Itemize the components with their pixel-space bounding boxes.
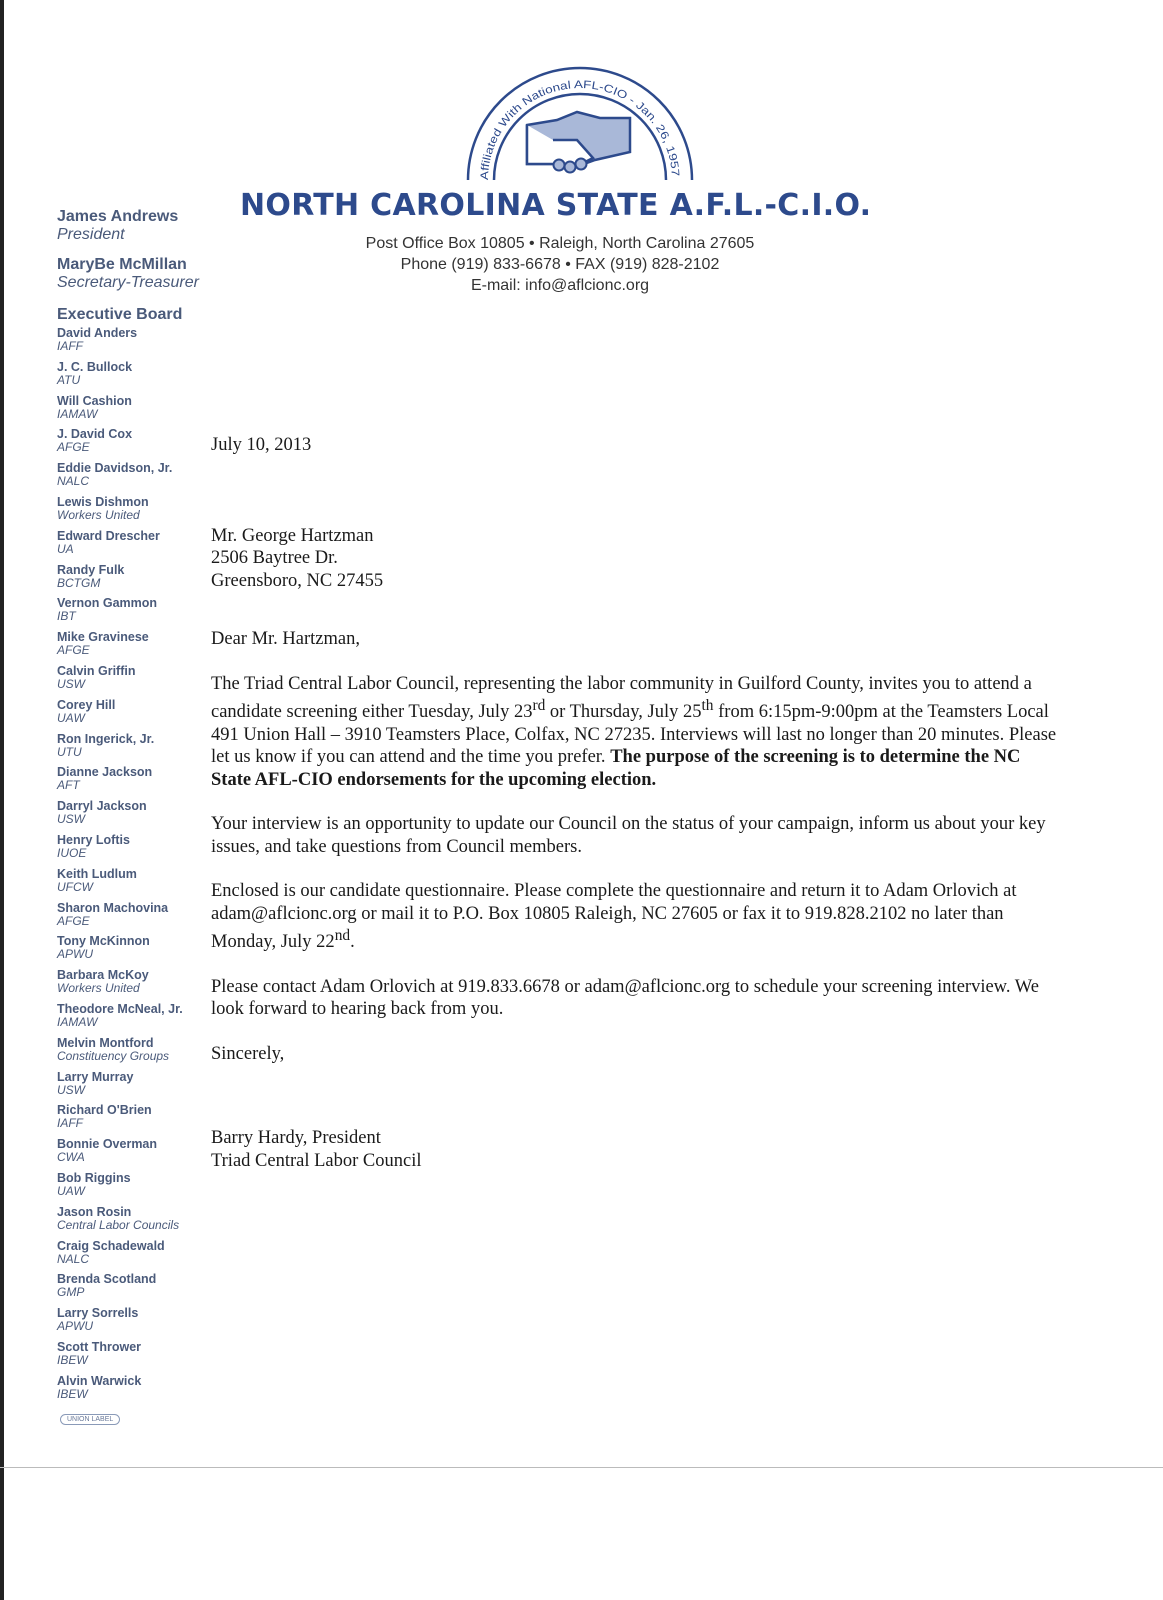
scan-edge (0, 0, 4, 1600)
member-name: David Anders (57, 326, 138, 340)
member-name: Melvin Montford (57, 1035, 154, 1050)
member-union: UFCW (57, 879, 93, 894)
letterhead-sidebar (57, 208, 205, 1426)
board-member (57, 1103, 205, 1137)
board-member (57, 1002, 205, 1036)
member-union: IUOE (57, 845, 87, 860)
member-name: Corey Hill (57, 697, 116, 712)
board-member (57, 698, 205, 732)
member-union: USW (57, 812, 85, 827)
union-label-logo: UNION LABEL (60, 1414, 120, 1425)
member-union: IBT (57, 609, 76, 624)
board-member (57, 732, 205, 766)
member-union: BCTGM (57, 575, 101, 590)
member-union: AFT (57, 778, 80, 793)
member-union: IBEW (57, 1352, 88, 1367)
officer-title: Secretary-Treasurer (57, 274, 199, 291)
board-member (57, 326, 205, 360)
member-union: NALC (57, 474, 90, 489)
member-name: Theodore McNeal, Jr. (57, 1001, 183, 1016)
recipient-line: Greensboro, NC 27455 (211, 570, 384, 591)
signature (211, 1079, 1061, 1127)
board-member (57, 427, 205, 461)
board-member (57, 1272, 205, 1306)
member-union: NALC (57, 1251, 90, 1266)
board-member (57, 833, 205, 867)
member-union: USW (57, 676, 85, 691)
letter-body (211, 434, 1061, 1172)
member-name: Alvin Warwick (57, 1373, 142, 1388)
member-union: AFGE (57, 913, 90, 928)
member-union: Workers United (57, 981, 140, 996)
member-name: Keith Ludlum (57, 866, 137, 881)
paragraph-1: The Triad Central Labor Council, representing the labor community in Guilford County, invites you to attend a candidate screening either Tuesday, July 23rd or Thursday, July 25th from 6:15pm-9:00pm at the Teamsters Local 491 Union Hall – 3910 Teamsters Place, Colfax, NC 27235. Interviews will last no longer than 20 minutes. Please let us know if you can attend and the time you prefer. The purpose of the screening is to determine the NC State AFL-CIO endorsements for the upcoming election. (211, 673, 1057, 790)
member-name: Eddie Davidson, Jr. (57, 461, 173, 476)
officer-title: President (57, 226, 125, 243)
board-member (57, 901, 205, 935)
member-name: J. David Cox (57, 427, 133, 442)
member-name: Henry Loftis (57, 832, 130, 847)
signer-organization: Triad Central Labor Council (211, 1150, 422, 1171)
recipient-line: 2506 Baytree Dr. (211, 548, 338, 568)
board-member (57, 360, 205, 394)
handshake-logo (465, 40, 695, 186)
board-member (57, 529, 205, 563)
member-name: Craig Schadewald (57, 1238, 165, 1253)
member-union: IAMAW (57, 1014, 98, 1029)
member-union: AFGE (57, 440, 90, 455)
phone-fax: Phone (919) 833-6678 • FAX (919) 828-2102 (400, 256, 720, 273)
member-union: CWA (57, 1150, 85, 1165)
board-member (57, 1205, 205, 1239)
email: E-mail: info@aflcionc.org (470, 277, 650, 294)
officer-name: James Andrews (57, 208, 179, 225)
member-union: Constituency Groups (57, 1048, 170, 1063)
paragraph-2: Your interview is an opportunity to update our Council on the status of your campaign, inform us about your key issues, and take questions from Council members. (211, 814, 1046, 857)
member-union: UTU (57, 744, 82, 759)
member-name: Vernon Gammon (57, 596, 158, 611)
board-member (57, 1340, 205, 1374)
board-member (57, 1171, 205, 1205)
member-union: GMP (57, 1285, 85, 1300)
member-name: Sharon Machovina (57, 900, 169, 915)
member-name: Richard O'Brien (57, 1103, 152, 1118)
member-name: Tony McKinnon (57, 934, 150, 949)
board-member (57, 1070, 205, 1104)
board-member (57, 1239, 205, 1273)
member-union: APWU (57, 947, 93, 962)
member-name: Brenda Scotland (57, 1272, 157, 1287)
member-union: UAW (57, 710, 85, 725)
member-union: UA (57, 541, 74, 556)
member-union: Workers United (57, 507, 140, 522)
member-name: Edward Drescher (57, 528, 160, 543)
signer-name: Barry Hardy, President (211, 1128, 381, 1149)
member-name: Bob Riggins (57, 1170, 131, 1185)
board-member (57, 563, 205, 597)
board-member (57, 765, 205, 799)
board-member (57, 934, 205, 968)
board-heading: Executive Board (57, 306, 183, 323)
member-union: Central Labor Councils (57, 1217, 180, 1232)
board-member (57, 968, 205, 1002)
board-member-list (57, 326, 205, 1408)
board-member (57, 495, 205, 529)
member-union: IBEW (57, 1386, 88, 1401)
board-member (57, 630, 205, 664)
member-name: J. C. Bullock (57, 359, 133, 374)
contact-info (330, 233, 790, 296)
board-member (57, 461, 205, 495)
address: Post Office Box 10805 • Raleigh, North Carolina 27605 (365, 235, 755, 252)
svg-text:Affiliated With National AFL-C: Affiliated With National AFL-CIO - Jan. 26, 1957 (478, 78, 681, 181)
member-union: IAFF (57, 339, 83, 353)
member-name: Larry Sorrells (57, 1306, 139, 1321)
paragraph-3: Enclosed is our candidate questionnaire. Please complete the questionnaire and return it to Adam Orlovich at adam@aflcionc.org or mail it to P.O. Box 10805 Raleigh, NC 27605 or fax it to 919.828.2102 no later than Monday, July 22nd. (211, 881, 1017, 953)
member-name: Barbara McKoy (57, 968, 149, 983)
member-name: Jason Rosin (57, 1204, 132, 1219)
handshake-icon (527, 112, 630, 173)
member-union: UAW (57, 1183, 85, 1198)
page-divider (0, 1467, 1163, 1468)
member-name: Will Cashion (57, 393, 132, 408)
letter-date: July 10, 2013 (211, 435, 312, 455)
salutation: Dear Mr. Hartzman, (211, 629, 360, 649)
organization-name: NORTH CAROLINA STATE A.F.L.-C.I.O. (240, 188, 872, 223)
member-name: Darryl Jackson (57, 799, 147, 814)
member-union: IAFF (57, 1116, 83, 1131)
member-union: APWU (57, 1319, 93, 1334)
paragraph-4: Please contact Adam Orlovich at 919.833.6678 or adam@aflcionc.org to schedule your screening interview. We look forward to hearing back from you. (211, 976, 1039, 1020)
board-member (57, 1137, 205, 1171)
recipient-line: Mr. George Hartzman (211, 525, 374, 546)
member-union: AFGE (57, 643, 90, 658)
member-name: Ron Ingerick, Jr. (57, 731, 155, 746)
board-member (57, 596, 205, 630)
board-member (57, 1306, 205, 1340)
board-member (57, 1374, 205, 1408)
member-name: Dianne Jackson (57, 765, 153, 780)
board-member (57, 1036, 205, 1070)
member-name: Randy Fulk (57, 562, 125, 577)
member-union: IAMAW (57, 406, 98, 421)
board-member (57, 664, 205, 698)
member-name: Bonnie Overman (57, 1137, 158, 1152)
member-union: ATU (57, 372, 81, 387)
member-name: Scott Thrower (57, 1339, 142, 1354)
officer-name: MaryBe McMillan (57, 256, 187, 273)
member-name: Mike Gravinese (57, 630, 149, 645)
member-name: Larry Murray (57, 1069, 134, 1084)
board-member (57, 799, 205, 833)
member-union: USW (57, 1082, 85, 1097)
board-member (57, 867, 205, 901)
member-name: Lewis Dishmon (57, 494, 149, 509)
member-name: Calvin Griffin (57, 663, 136, 678)
board-member (57, 394, 205, 428)
closing: Sincerely, (211, 1043, 285, 1064)
